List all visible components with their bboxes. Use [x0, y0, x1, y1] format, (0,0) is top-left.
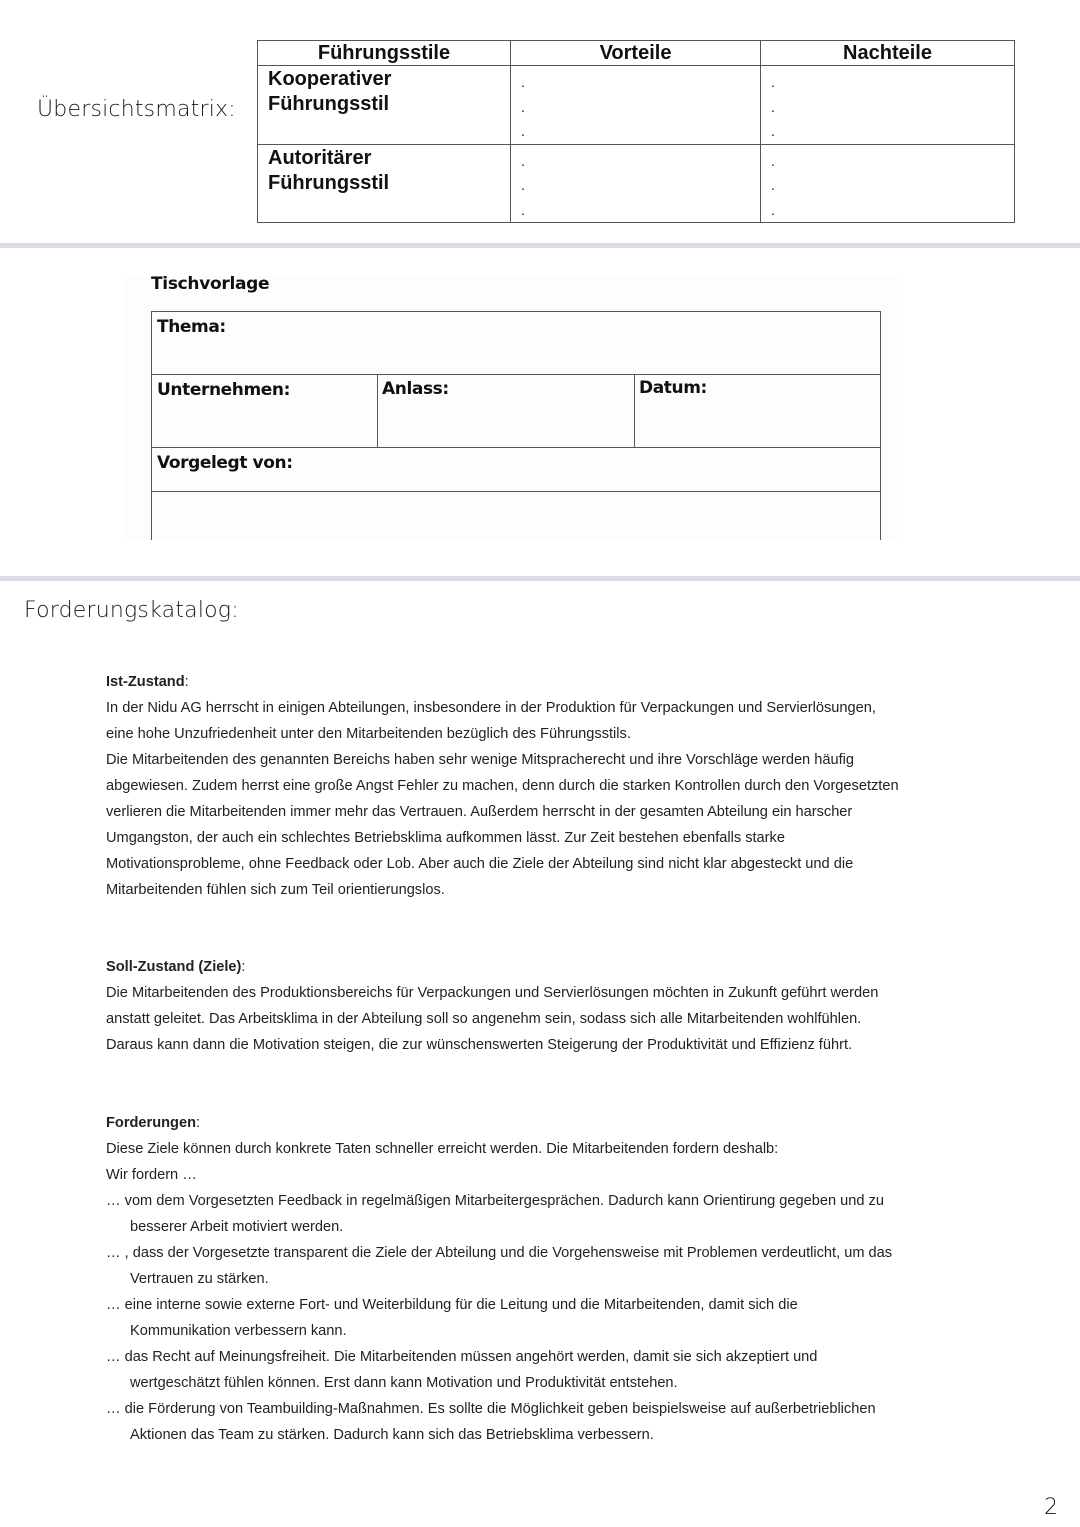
tischvorlage-title: Tischvorlage: [151, 274, 270, 294]
soll-zustand-heading-line: [106, 954, 976, 980]
paragraph-line: In der Nidu AG herrscht in einigen Abteilungen, insbesondere in der Produktion für Verpackungen und Servierlösungen,: [106, 700, 876, 716]
demand-line: … die Förderung von Teambuilding-Maßnahmen. Es sollte die Möglichkeit geben beispielsweise auf außerbetrieblichen: [106, 1401, 876, 1417]
matrix-header-row: [258, 41, 1015, 66]
datum-field-label: Datum:: [639, 378, 707, 398]
style-name-cell: [258, 144, 511, 223]
demand-item: [106, 1344, 976, 1396]
demand-line: … das Recht auf Meinungsfreiheit. Die Mitarbeitenden müssen angehört werden, damit sie sich akzeptiert und: [106, 1349, 818, 1365]
soll-zustand-heading: Soll-Zustand (Ziele): [106, 959, 242, 975]
bullet-placeholder: .: [521, 152, 525, 169]
bullet-placeholder: .: [771, 74, 775, 90]
matrix-row-authoritarian: [258, 144, 1015, 223]
paragraph-line: Motivationsprobleme, ohne Feedback oder Lob. Aber auch die Ziele der Abteilung sind nicht klar abgesteckt und die: [106, 856, 854, 872]
ist-zustand-heading: Ist-Zustand: [106, 674, 185, 690]
paragraph-line: Daraus kann dann die Motivation steigen, die zur wünschenswerten Steigerung der Produktivität und Effizienz führt.: [106, 1037, 853, 1053]
thema-field-label: Thema:: [157, 317, 226, 337]
page-number: 2: [1044, 1495, 1058, 1520]
paragraph-line: Die Mitarbeitenden des Produktionsbereichs für Verpackungen und Servierlösungen möchten in Zukunft geführt werden: [106, 985, 879, 1001]
matrix-row-cooperative: [258, 66, 1015, 145]
leadership-styles-matrix: [257, 40, 1015, 223]
bullet-placeholder: .: [521, 74, 525, 90]
heading-colon: :: [196, 1115, 201, 1131]
heading-colon: :: [184, 674, 189, 690]
forderungskatalog-section-label: Forderungskatalog:: [24, 598, 239, 623]
demand-item: [106, 1240, 976, 1292]
heading-colon: :: [241, 959, 246, 975]
style-name-cell: [258, 66, 511, 145]
style-name-line2: Führungsstil: [268, 93, 390, 115]
style-name-line2: Führungsstil: [268, 171, 390, 194]
section-divider: [0, 576, 1080, 581]
unternehmen-field[interactable]: [153, 376, 375, 446]
matrix-section-label: Übersichtsmatrix:: [37, 97, 236, 122]
anlass-field-label: Anlass:: [382, 379, 449, 399]
datum-field[interactable]: [636, 376, 879, 446]
matrix-header-disadvantages: Nachteile: [761, 41, 1015, 66]
form-column-line: [634, 375, 635, 447]
bullet-placeholder: .: [521, 123, 525, 139]
paragraph-line: Umgangston, der auch ein schlechtes Betriebsklima aufkommen lässt. Zur Zeit bestehen ebenfalls starke: [106, 830, 785, 846]
demand-continuation: wertgeschätzt fühlen können. Erst dann kann Motivation und Produktivität entstehen.: [130, 1375, 678, 1391]
ist-zustand-heading-line: [106, 669, 976, 695]
demand-continuation: besserer Arbeit motiviert werden.: [130, 1219, 344, 1235]
disadvantages-cell[interactable]: [761, 66, 1015, 145]
ist-zustand-block: [106, 669, 976, 903]
demand-continuation: Kommunikation verbessern kann.: [130, 1323, 347, 1339]
paragraph-line: abgewiesen. Zudem herrst eine große Angst Fehler zu machen, denn durch die starken Kontrollen durch den Vorgesetzten: [106, 778, 899, 794]
paragraph-line: eine hohe Unzufriedenheit unter den Mitarbeitenden bezüglich des Führungsstils.: [106, 726, 631, 742]
bullet-placeholder: .: [771, 201, 775, 218]
demand-continuation: Aktionen das Team zu stärken. Dadurch kann sich das Betriebsklima verbessern.: [130, 1427, 654, 1443]
demand-item: [106, 1292, 976, 1344]
form-column-line: [377, 375, 378, 447]
demand-line: … eine interne sowie externe Fort- und Weiterbildung für die Leitung und die Mitarbeitenden, damit sich die: [106, 1297, 798, 1313]
matrix-header-styles: Führungsstile: [258, 41, 511, 66]
style-name-line1: Kooperativer: [268, 68, 392, 90]
unternehmen-field-label: Unternehmen:: [157, 380, 291, 400]
thema-field[interactable]: [153, 313, 879, 373]
demand-line: … vom dem Vorgesetzten Feedback in regelmäßigen Mitarbeitergesprächen. Dadurch kann Orientirung gegeben und zu: [106, 1193, 884, 1209]
bullet-placeholder: .: [771, 177, 775, 193]
advantages-cell[interactable]: [511, 66, 761, 145]
bullet-placeholder: .: [521, 201, 525, 218]
form-row-line: [151, 374, 881, 375]
demand-item: [106, 1188, 976, 1240]
paragraph-line: Die Mitarbeitenden des genannten Bereichs haben sehr wenige Mitspracherecht und ihre Vorschläge werden häufig: [106, 752, 854, 768]
form-row-line: [151, 491, 881, 492]
matrix-header-advantages: Vorteile: [511, 41, 761, 66]
forderungen-intro: Diese Ziele können durch konkrete Taten schneller erreicht werden. Die Mitarbeitenden fordern deshalb:: [106, 1141, 779, 1157]
forderungen-lead: Wir fordern …: [106, 1167, 197, 1183]
soll-zustand-block: [106, 954, 976, 1058]
bullet-placeholder: .: [771, 152, 775, 169]
demand-line: … , dass der Vorgesetzte transparent die Ziele der Abteilung und die Vorgehensweise mit Problemen verdeutlicht, um das: [106, 1245, 893, 1261]
forderungen-heading-line: [106, 1110, 976, 1136]
demand-item: [106, 1396, 976, 1448]
anlass-field[interactable]: [379, 376, 632, 446]
bullet-placeholder: .: [771, 98, 775, 115]
bullet-placeholder: .: [521, 98, 525, 115]
paragraph-line: verlieren die Mitarbeitenden immer mehr das Vertrauen. Außerdem herrscht in der gesamten Abteilung ein harscher: [106, 804, 853, 820]
paragraph-line: anstatt geleitet. Das Arbeitsklima in der Abteilung soll so angenehm sein, sodass sich alle Mitarbeitenden wohlfühlen.: [106, 1011, 862, 1027]
style-name-line1: Autoritärer: [268, 146, 372, 169]
paragraph-line: Mitarbeitenden fühlen sich zum Teil orientierungslos.: [106, 882, 445, 898]
demand-continuation: Vertrauen zu stärken.: [130, 1271, 269, 1287]
forderungen-block: [106, 1110, 976, 1448]
forderungen-heading: Forderungen: [106, 1115, 196, 1131]
form-row-line: [151, 447, 881, 448]
disadvantages-cell[interactable]: [761, 144, 1015, 223]
vorgelegt-von-field-label: Vorgelegt von:: [157, 453, 293, 473]
vorgelegt-von-field[interactable]: [153, 449, 879, 490]
bullet-placeholder: .: [521, 177, 525, 193]
section-divider: [0, 243, 1080, 248]
bullet-placeholder: .: [771, 123, 775, 139]
advantages-cell[interactable]: [511, 144, 761, 223]
